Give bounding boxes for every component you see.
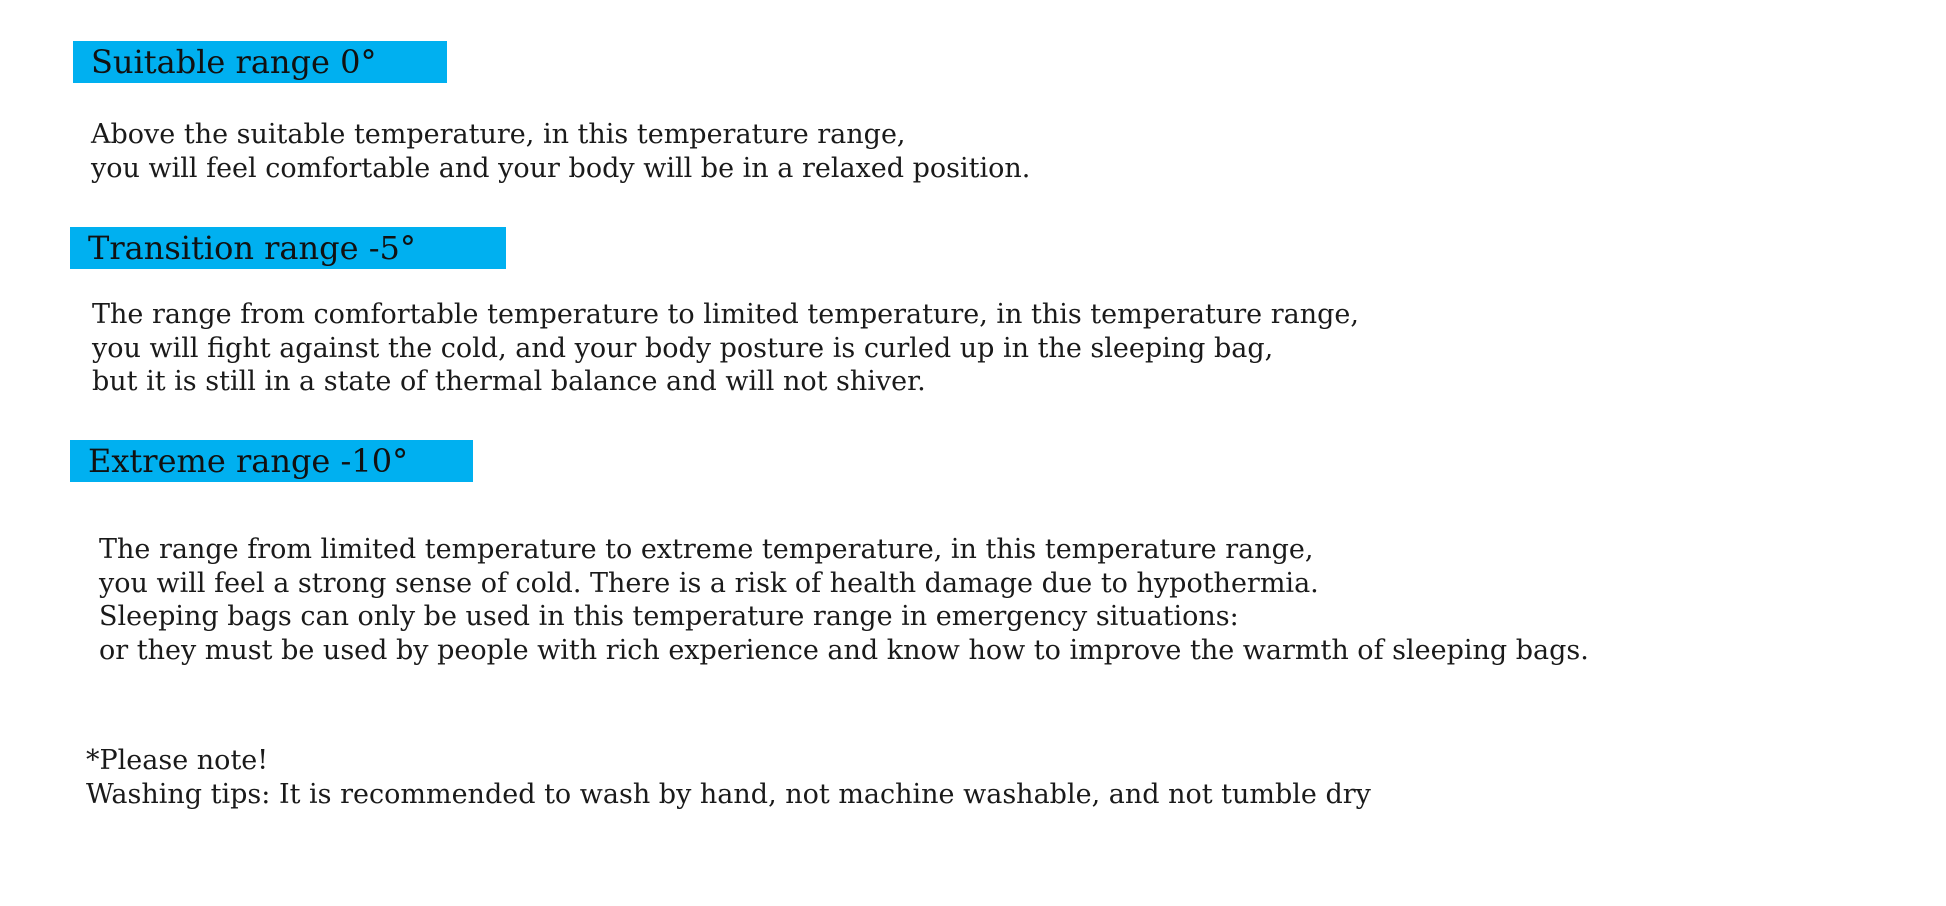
description-line: but it is still in a state of thermal balance and will not shiver. bbox=[92, 366, 926, 397]
extreme-range-heading bbox=[70, 440, 473, 482]
description-line: you will fight against the cold, and your body posture is curled up in the sleeping bag, bbox=[92, 332, 1274, 364]
transition-range-heading bbox=[70, 227, 506, 269]
suitable-range-heading bbox=[73, 41, 447, 83]
description-line: or they must be used by people with rich experience and know how to improve the warmth of sleeping bags. bbox=[99, 634, 1589, 666]
description-line: The range from limited temperature to extreme temperature, in this temperature range, bbox=[99, 534, 1314, 565]
transition-range-heading-text: Transition range -5° bbox=[88, 229, 416, 267]
suitable-range-description bbox=[91, 118, 1030, 185]
description-line: you will feel a strong sense of cold. There is a risk of health damage due to hypothermia. bbox=[99, 567, 1319, 599]
description-line: Sleeping bags can only be used in this temperature range in emergency situations: bbox=[99, 601, 1239, 632]
extreme-range-heading-text: Extreme range -10° bbox=[88, 442, 409, 480]
note-title: *Please note! bbox=[86, 745, 269, 776]
description-line: The range from comfortable temperature to limited temperature, in this temperature range, bbox=[92, 299, 1359, 330]
suitable-range-heading-text: Suitable range 0° bbox=[91, 43, 377, 81]
description-line: Above the suitable temperature, in this temperature range, bbox=[91, 119, 906, 150]
description-line: you will feel comfortable and your body will be in a relaxed position. bbox=[91, 152, 1031, 184]
washing-note bbox=[86, 744, 1371, 811]
transition-range-description bbox=[92, 298, 1359, 399]
note-text: Washing tips: It is recommended to wash by hand, not machine washable, and not tumble dry bbox=[86, 778, 1371, 810]
extreme-range-description bbox=[99, 533, 1589, 667]
